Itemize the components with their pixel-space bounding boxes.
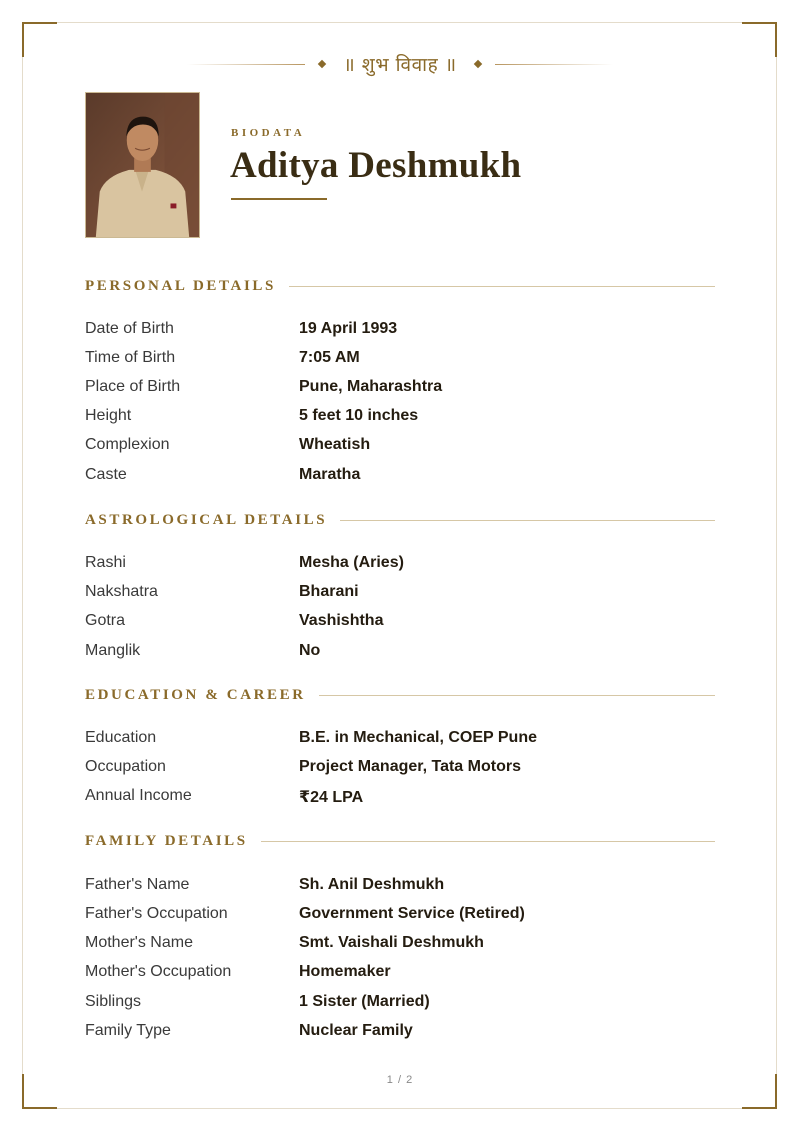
row-label: Nakshatra [85, 583, 158, 600]
row-label: Height [85, 407, 132, 424]
row-label: Annual Income [85, 787, 192, 804]
detail-row [85, 349, 715, 373]
candidate-name: Aditya Deshmukh [230, 145, 522, 186]
detail-row [85, 905, 715, 929]
row-value: Nuclear Family [299, 1022, 413, 1039]
section-divider [289, 286, 715, 287]
invocation-text: ॥ शुभ विवाह ॥ [343, 54, 457, 76]
row-label: Father's Name [85, 876, 190, 893]
row-value: Maratha [299, 466, 361, 483]
row-value: Smt. Vaishali Deshmukh [299, 934, 484, 951]
diamond-icon [473, 60, 481, 68]
row-value: Homemaker [299, 963, 391, 980]
row-value: Bharani [299, 583, 359, 600]
row-value: ₹24 LPA [299, 789, 364, 806]
row-value: Vashishtha [299, 612, 384, 629]
row-value: Project Manager, Tata Motors [299, 758, 521, 775]
detail-row [85, 583, 715, 607]
row-label: Manglik [85, 642, 141, 659]
detail-row [85, 466, 715, 490]
section-personal-details [85, 276, 715, 296]
detail-row [85, 642, 715, 666]
row-label: Mother's Name [85, 934, 193, 951]
row-value: Pune, Maharashtra [299, 378, 443, 395]
section-title: PERSONAL DETAILS [85, 277, 276, 294]
row-label: Education [85, 729, 157, 746]
detail-row [85, 787, 715, 811]
row-value: No [299, 642, 321, 659]
section-education-career [85, 685, 715, 705]
section-family-details [85, 831, 715, 851]
row-value: B.E. in Mechanical, COEP Pune [299, 729, 537, 746]
section-title: ASTROLOGICAL DETAILS [85, 511, 328, 528]
row-label: Place of Birth [85, 378, 181, 395]
detail-row [85, 993, 715, 1017]
row-value: Sh. Anil Deshmukh [299, 876, 445, 893]
detail-row [85, 963, 715, 987]
section-divider [319, 695, 715, 696]
row-value: Government Service (Retired) [299, 905, 525, 922]
invocation-rule-left [187, 64, 305, 65]
row-value: 7:05 AM [299, 349, 360, 366]
row-label: Caste [85, 466, 127, 483]
biodata-label: BIODATA [231, 127, 306, 139]
detail-row [85, 320, 715, 344]
row-label: Time of Birth [85, 349, 176, 366]
row-label: Date of Birth [85, 320, 174, 337]
section-divider [340, 520, 715, 521]
diamond-icon [318, 60, 326, 68]
row-label: Mother's Occupation [85, 963, 232, 980]
section-title: EDUCATION & CAREER [85, 686, 306, 703]
detail-row [85, 729, 715, 753]
page-number: 1 / 2 [386, 1074, 414, 1086]
row-value: 19 April 1993 [299, 320, 398, 337]
invocation-rule-right [495, 64, 613, 65]
detail-row [85, 436, 715, 460]
detail-row [85, 407, 715, 431]
row-value: Wheatish [299, 436, 371, 453]
row-label: Siblings [85, 993, 142, 1010]
row-value: Mesha (Aries) [299, 554, 404, 571]
section-astrological-details [85, 510, 715, 530]
row-label: Rashi [85, 554, 126, 571]
row-label: Father's Occupation [85, 905, 228, 922]
section-title: FAMILY DETAILS [85, 832, 248, 849]
detail-row [85, 758, 715, 782]
detail-row [85, 1022, 715, 1046]
profile-photo [85, 92, 200, 238]
row-label: Occupation [85, 758, 166, 775]
detail-row [85, 554, 715, 578]
detail-row [85, 876, 715, 900]
row-value: 1 Sister (Married) [299, 993, 430, 1010]
row-label: Family Type [85, 1022, 171, 1039]
detail-row [85, 934, 715, 958]
section-divider [261, 841, 715, 842]
detail-row [85, 378, 715, 402]
row-label: Gotra [85, 612, 126, 629]
row-value: 5 feet 10 inches [299, 407, 419, 424]
invocation-banner [0, 48, 800, 80]
name-underline [231, 198, 327, 200]
detail-row [85, 612, 715, 636]
row-label: Complexion [85, 436, 170, 453]
